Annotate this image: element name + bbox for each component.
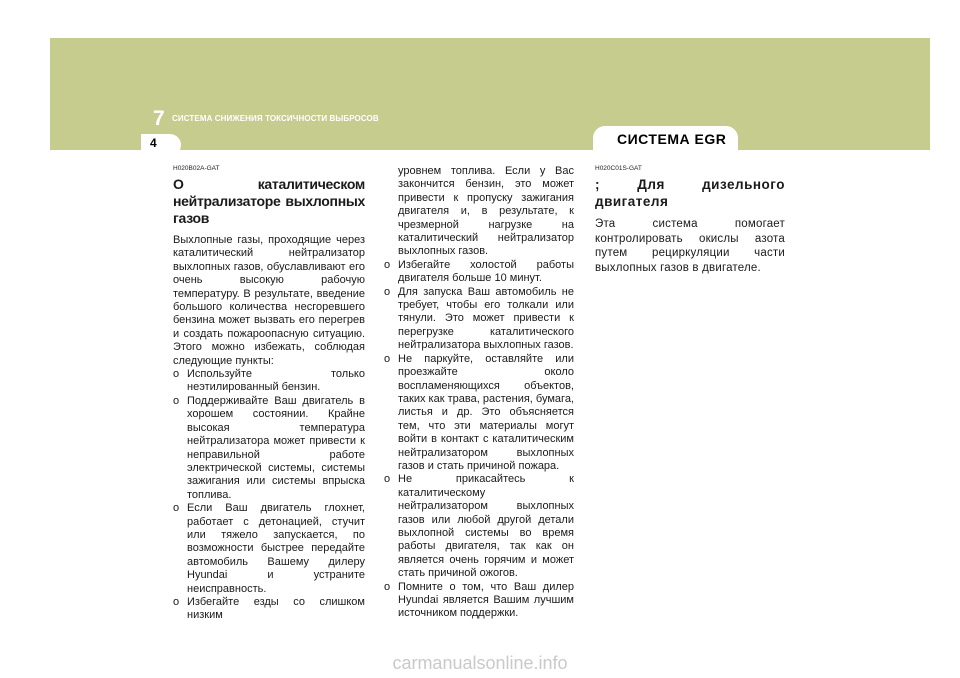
column-1	[173, 165, 365, 623]
bullet-item: o Для запуска Ваш автомобиль не требует, чтобы его толкали или тянули. Это может привести к перегрузке каталитического нейтрализатора выхлопных газов.	[384, 285, 574, 352]
bullet-marker: o	[173, 595, 180, 608]
section-heading: ; Для дизельного двигателя	[595, 177, 785, 209]
section-heading: О каталитическом нейтрализаторе выхлопных газов	[173, 176, 365, 226]
bullet-item: o Не прикасайтесь к каталитическому нейтрализатором выхлопных газов или любой другой детали выхлопной системы во время работы двигателя, так как он является очень горячим и может стать причиной ожогов.	[384, 473, 574, 580]
watermark: carmanualsonline.info	[392, 653, 568, 673]
bullet-item: o Используйте только неэтилированный бензин.	[173, 368, 365, 394]
bullet-item: o Не паркуйте, оставляйте или проезжайте около воспламеняющихся объектов, таких как трава, растения, бумага, листья и др. Это объясняется тем, что эти материалы могут войти в контакт с каталитическим нейтрализатором выхлопных газов и стать причиной пожара.	[384, 352, 574, 472]
bullet-marker: o	[384, 473, 391, 486]
bullet-item: o Если Ваш двигатель глохнет, работает с детонацией, стучит или тяжело запускается, по возможности быстрее передайте автомобиль Вашему дилеру Hyundai и устраните неисправность.	[173, 502, 365, 595]
chapter-title: СИСТЕМА СНИЖЕНИЯ ТОКСИЧНОСТИ ВЫБРОСОВ	[172, 114, 379, 123]
intro-paragraph: Выхлопные газы, проходящие через каталитический нейтрализатор выхлопных газов, обуславливают его очень высокую рабочую температуру. В результате, введение большого количества несгоревшего бензина может вызвать его перегрев и создать пожароопасную ситуацию. Этого можно избежать, соблюдая следующие пункты:	[173, 234, 365, 367]
column-3	[595, 165, 785, 275]
bullet-marker: o	[384, 285, 391, 298]
continued-text: уровнем топлива. Если у Вас закончится бензин, это может привести к пропуску зажигания двигателя и, в результате, к чрезмерной нагрузке на каталитический нейтрализатор выхлопных газов.	[398, 165, 574, 258]
chapter-number: 7	[153, 107, 165, 130]
bullet-item: o Поддерживайте Ваш двигатель в хорошем состоянии. Крайне высокая температура нейтрализатора может привести к неправильной работе электрической системы, системы зажигания или системы впрыска топлива.	[173, 394, 365, 501]
egr-paragraph: Эта система помогает контролировать окислы азота путем рециркуляции части выхлопных газов в двигателе.	[595, 218, 785, 274]
bullet-marker: o	[173, 394, 180, 407]
bullet-item: o Избегайте езды со слишком низким	[173, 595, 365, 622]
bullet-item: o Помните о том, что Ваш дилер Hyundai является Вашим лучшим источником поддержки.	[384, 580, 574, 620]
bullet-marker: o	[173, 368, 180, 381]
bullet-marker: o	[384, 580, 391, 593]
section-tab-label: СИСТЕМА EGR	[617, 131, 727, 147]
bullet-marker: o	[173, 502, 180, 515]
section-code: H020B02A-GAT	[173, 165, 220, 172]
bullet-marker: o	[384, 352, 391, 365]
page-number-badge	[141, 134, 181, 156]
bullet-item: o Избегайте холостой работы двигателя больше 10 минут.	[384, 258, 574, 285]
bullet-marker: o	[384, 258, 391, 271]
section-code: H020C01S-GAT	[595, 165, 642, 172]
header-strip	[50, 129, 930, 150]
page-number: 4	[150, 136, 157, 150]
column-2	[384, 165, 574, 621]
